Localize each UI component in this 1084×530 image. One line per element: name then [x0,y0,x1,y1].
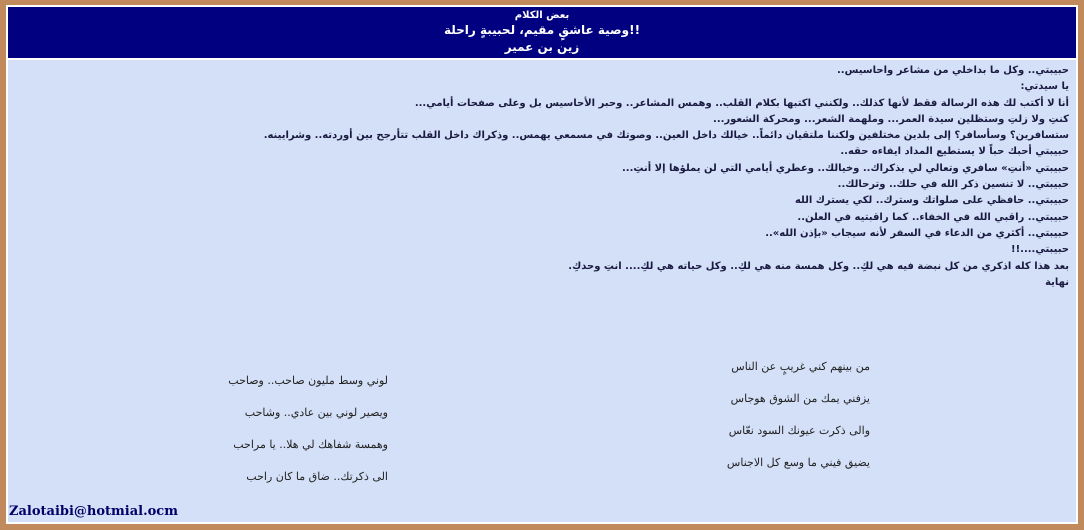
paragraph-line: حبيبتي.. حافظي على صلواتك وسترك.. لكي يسترك الله [794,195,1069,207]
paragraph-line: حبيبتي....!! [1011,244,1069,256]
poem-verse: من بينهم كني غريبٍ عن الناس [731,360,870,373]
paragraph-line: نهاية [1045,276,1069,288]
poem-verse: يزفني يمك من الشوق هوجاس [730,392,870,405]
paragraph-line: كنتِ ولا زلتِ وستظلين سيدة العمر... وملهمة الشعر... ومحركة الشعور... [713,113,1069,125]
paragraph-line: حبيبتي.. راقبي الله في الخفاء.. كما راقبتيه في العلن.. [797,211,1069,223]
poem-verse: لوني وسط مليون صاحب.. وصاحب [228,374,388,387]
poem-verse: يضيق فيني ما وسع كل الاجناس [726,456,870,469]
article-title: وصية عاشقٍ مقيم، لحبيبةٍ راحلة!! [443,23,641,37]
paragraph-line: حبيبتي.. أكثري من الدعاء في السفر لأنه سيجاب «بإذن الله».. [765,227,1069,239]
article-header [8,7,1076,58]
author-name: زين بن عمير [504,40,580,54]
paragraph-line: يا سيدتي: [1020,81,1069,93]
paragraph-line: بعد هذا كله اذكري من كل نبضة فيه هي لكِ.. وكل همسة منه هي لكِ.. وكل حياته هي لكِ.... انتِ وحدكِ. [568,260,1069,272]
poem-verse: وهمسة شفاهك لي هلا.. يا مراحب [233,438,388,451]
article-body [8,60,1076,522]
poem-verse: ويصير لوني بين عادي.. وشاحب [244,406,388,419]
poem-right-column [720,60,870,520]
poem-verse: والى ذكرت عيونك السود نعّاس [728,424,870,437]
paragraph-line: أنا لا أكتب لك هذه الرسالة فقط لأنها كذلك.. ولكنني اكتبها بكلام القلب.. وهمس المشاعر.. وحبر الأحاسيس بل وعلى صفحات أيامي... [414,97,1069,109]
poem-left-column [218,60,388,520]
category-label: بعض الكلام [514,10,570,21]
paragraph-line: حبيبتي.. لا تنسين ذكر الله في حلك.. وترحالك.. [837,179,1069,191]
paragraph-line: ستسافرين؟ وسأسافر؟ إلى بلدين مختلفين ولكننا ملتقيان دائماً.. خيالك داخل العين.. وصوتك في مسمعي يهمس.. وذكراك داخل القلب تتأرجح بين أوردته.. وشرايينه. [263,130,1069,142]
poem-verse: الى ذكرتك.. ضاق ما كان راحب [246,470,388,483]
page-frame [6,5,1078,524]
paragraph-line: حبيبتي أحبك حباً لا يستطيع المداد ايفاءه حقه.. [840,146,1069,158]
author-email: Zalotaibi@hotmial.ocm [9,504,178,519]
paragraph-line: حبيبتي.. وكل ما بداخلي من مشاعر واحاسيس.. [836,65,1069,76]
paragraph-line: حبيبتي «أنتِ» سافري وتعالي لي بذكراك.. وخيالك.. وعطري أيامي التي لن يملؤها إلا أنتِ... [621,162,1069,174]
article-text [29,63,1069,291]
